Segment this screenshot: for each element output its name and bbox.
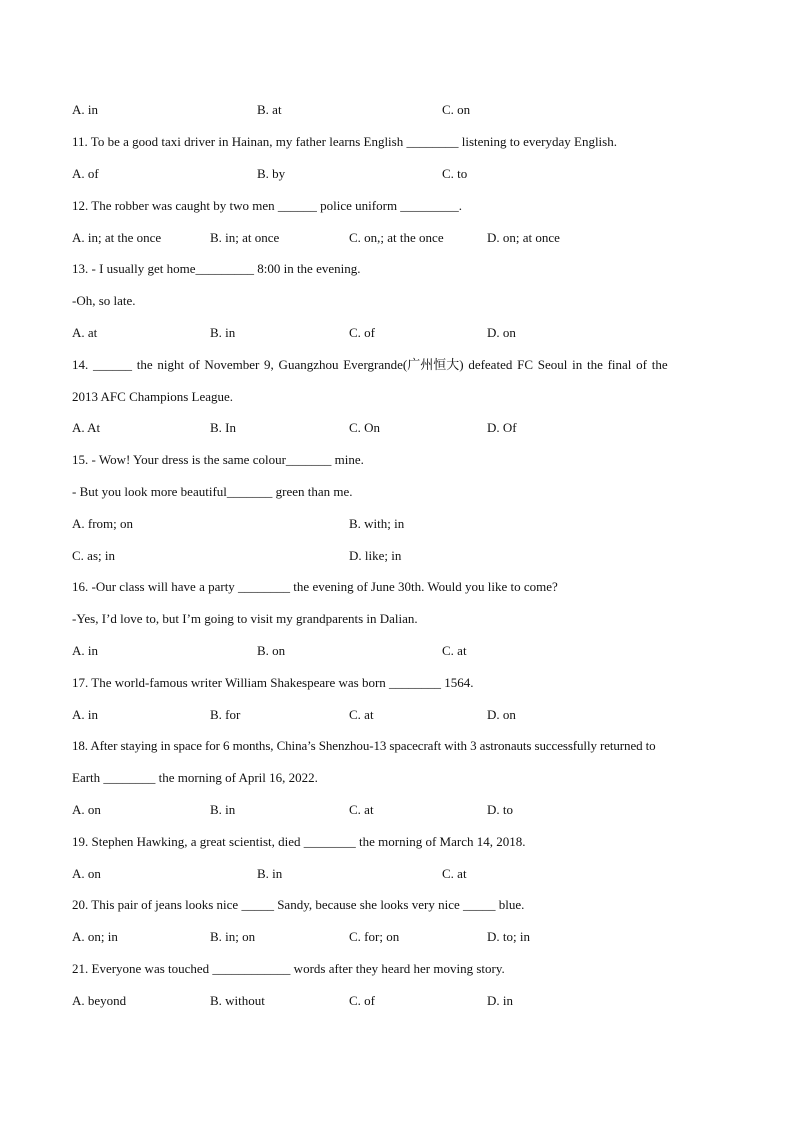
option-c[interactable]: C. for; on: [349, 929, 400, 944]
option-a[interactable]: A. in; at the once: [72, 230, 162, 245]
option-b[interactable]: B. in: [257, 866, 283, 881]
option-a[interactable]: A. from; on: [72, 516, 134, 531]
question-13-stem: 13. - I usually get home_________ 8:00 in the evening.: [72, 261, 361, 276]
option-a[interactable]: A. At: [72, 420, 101, 435]
question-15-stem: 15. - Wow! Your dress is the same colour_______ mine.: [72, 452, 364, 467]
options-row-q10: [72, 102, 732, 118]
question-19-stem: 19. Stephen Hawking, a great scientist, died ________ the morning of March 14, 2018.: [72, 834, 526, 849]
option-c[interactable]: C. to: [442, 166, 468, 181]
question-20-stem: 20. This pair of jeans looks nice _____ Sandy, because she looks very nice _____ blue.: [72, 897, 525, 912]
option-b[interactable]: B. by: [257, 166, 286, 181]
option-a[interactable]: A. on: [72, 866, 101, 881]
option-d[interactable]: D. to: [487, 802, 513, 817]
question-21-stem: 21. Everyone was touched ____________ words after they heard her moving story.: [72, 961, 505, 976]
question-14-stem: 14. ______ the night of November 9, Guangzhou Evergrande(广州恒大) defeated FC Seoul in the final of the: [72, 357, 668, 372]
option-c[interactable]: C. as; in: [72, 548, 115, 563]
question-13-stem-line2: -Oh, so late.: [72, 293, 136, 308]
option-d[interactable]: D. in: [487, 993, 513, 1008]
option-c[interactable]: C. on: [442, 102, 471, 117]
option-d[interactable]: D. like; in: [349, 548, 402, 563]
option-b[interactable]: B. in; at once: [210, 230, 280, 245]
options-row-q14: [72, 420, 732, 436]
option-a[interactable]: A. at: [72, 325, 98, 340]
options-row-q12: [72, 230, 732, 246]
option-b[interactable]: B. in; on: [210, 929, 256, 944]
option-a[interactable]: A. beyond: [72, 993, 127, 1008]
option-c[interactable]: C. at: [349, 802, 374, 817]
option-b[interactable]: B. in: [210, 325, 236, 340]
question-18-stem: 18. After staying in space for 6 months, China’s Shenzhou-13 spacecraft with 3 astronauts successfully returned to: [72, 738, 656, 753]
question-18-stem-line2: Earth ________ the morning of April 16, 2022.: [72, 770, 318, 785]
question-16-stem-line2: -Yes, I’d love to, but I’m going to visit my grandparents in Dalian.: [72, 611, 418, 626]
option-b[interactable]: B. at: [257, 102, 282, 117]
option-c[interactable]: C. at: [442, 643, 467, 658]
option-a[interactable]: A. on: [72, 802, 101, 817]
option-d[interactable]: D. Of: [487, 420, 517, 435]
question-15-stem-line2: - But you look more beautiful_______ green than me.: [72, 484, 353, 499]
options-row-q16: [72, 643, 732, 659]
question-12-stem: 12. The robber was caught by two men ______ police uniform _________.: [72, 198, 463, 213]
option-b[interactable]: B. without: [210, 993, 265, 1008]
options-row-q21: [72, 993, 732, 1009]
options-row-q15: [72, 516, 732, 532]
options-row-q13: [72, 325, 732, 341]
option-c[interactable]: C. at: [349, 707, 374, 722]
option-b[interactable]: B. in: [210, 802, 236, 817]
options-row-q15-second: [72, 548, 732, 564]
option-a[interactable]: A. of: [72, 166, 99, 181]
option-b[interactable]: B. with; in: [349, 516, 405, 531]
options-row-q20: [72, 929, 732, 945]
question-17-stem: 17. The world-famous writer William Shakespeare was born ________ 1564.: [72, 675, 474, 690]
options-row-q11: [72, 166, 732, 182]
option-a[interactable]: A. in: [72, 707, 98, 722]
options-row-q19: [72, 866, 732, 882]
options-row-q18: [72, 802, 732, 818]
option-c[interactable]: C. on,; at the once: [349, 230, 444, 245]
option-c[interactable]: C. of: [349, 993, 375, 1008]
option-d[interactable]: D. on; at once: [487, 230, 560, 245]
option-d[interactable]: D. to; in: [487, 929, 530, 944]
option-c[interactable]: C. of: [349, 325, 375, 340]
option-a[interactable]: A. in: [72, 102, 98, 117]
option-b[interactable]: B. In: [210, 420, 236, 435]
question-14-stem-line2: 2013 AFC Champions League.: [72, 389, 234, 404]
option-d[interactable]: D. on: [487, 707, 516, 722]
options-row-q17: [72, 707, 732, 723]
question-16-stem: 16. -Our class will have a party ________ the evening of June 30th. Would you like to come?: [72, 579, 558, 594]
option-d[interactable]: D. on: [487, 325, 516, 340]
option-b[interactable]: B. for: [210, 707, 241, 722]
question-11-stem: 11. To be a good taxi driver in Hainan, my father learns English ________ listening to everyday English.: [72, 134, 617, 149]
option-b[interactable]: B. on: [257, 643, 286, 658]
option-c[interactable]: C. at: [442, 866, 467, 881]
option-a[interactable]: A. on; in: [72, 929, 118, 944]
option-c[interactable]: C. On: [349, 420, 381, 435]
option-a[interactable]: A. in: [72, 643, 98, 658]
